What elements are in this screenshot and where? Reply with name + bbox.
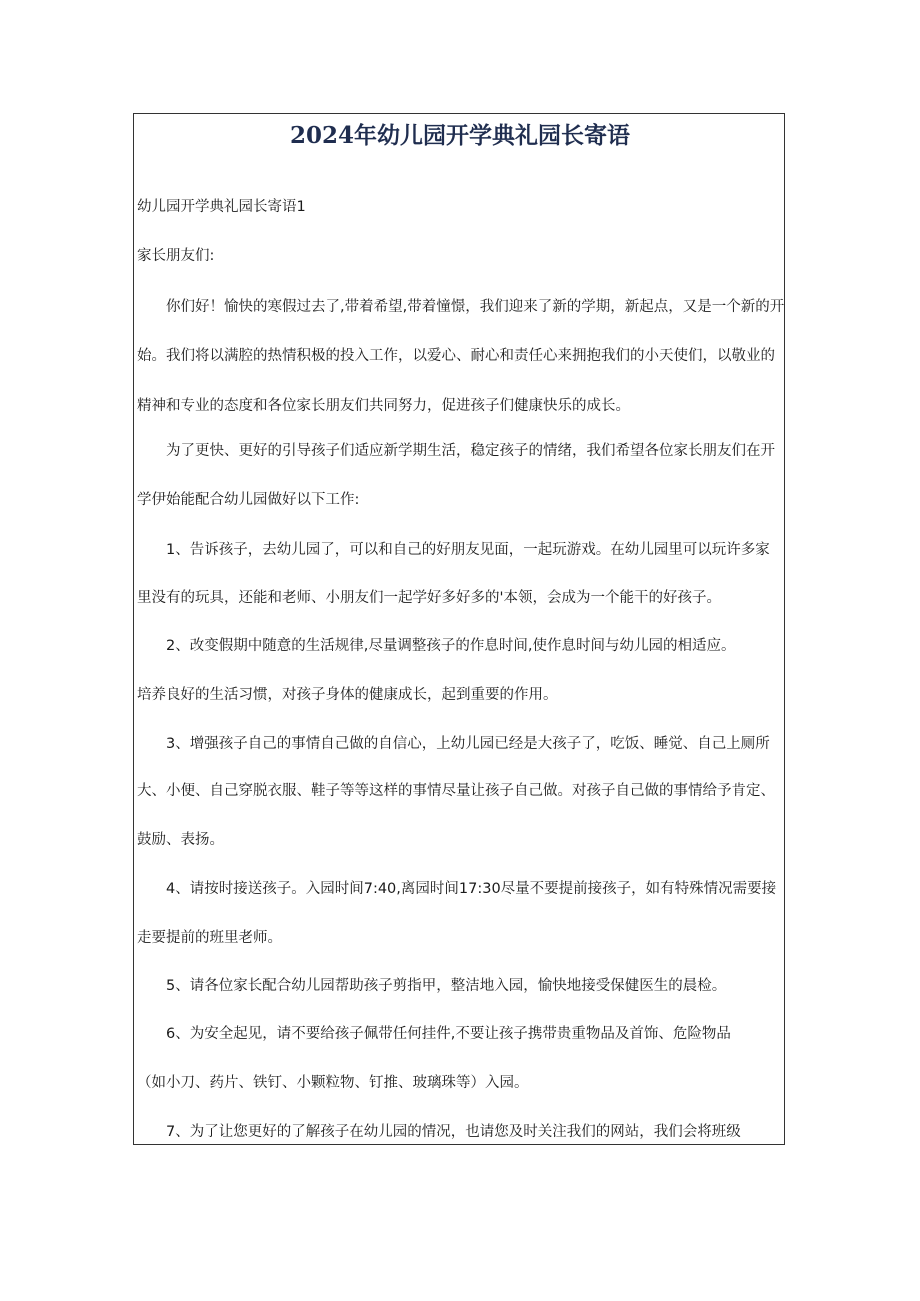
list-item-line: 大、小便、自己穿脱衣服、鞋子等等这样的事情尽量让孩子自己做。对孩子自己做的事情给予肯定、 xyxy=(137,783,775,799)
list-item-line: 2、改变假期中随意的生活规律,尽量调整孩子的作息时间,使作息时间与幼儿园的相适应。 xyxy=(166,638,736,654)
list-item-line: （如小刀、药片、铁钉、小颗粒物、钉推、玻璃珠等）入园。 xyxy=(137,1075,529,1091)
list-item-line: 走要提前的班里老师。 xyxy=(137,930,282,946)
paragraph-line: 精神和专业的态度和各位家长朋友们共同努力，促进孩子们健康快乐的成长。 xyxy=(137,398,630,414)
list-item-line: 3、增强孩子自己的事情自己做的自信心，上幼儿园已经是大孩子了，吃饭、睡觉、自己上厕所 xyxy=(166,736,770,752)
list-item-line: 5、请各位家长配合幼儿园帮助孩子剪指甲，整洁地入园，愉快地接受保健医生的晨检。 xyxy=(166,978,727,994)
document-title: 2024年幼儿园开学典礼园长寄语 xyxy=(289,122,630,149)
list-item-line: 4、请按时接送孩子。入园时间7:40,离园时间17:30尽量不要提前接孩子，如有特殊情况需要接 xyxy=(166,881,777,897)
paragraph-line: 你们好！愉快的寒假过去了,带着希望,带着憧憬，我们迎来了新的学期，新起点，又是一个新的开 xyxy=(166,299,785,315)
paragraph-line: 始。我们将以满腔的热情积极的投入工作，以爱心、耐心和责任心来拥抱我们的小天使们，以敬业的 xyxy=(137,348,775,364)
list-item-line: 1、告诉孩子，去幼儿园了，可以和自己的好朋友见面，一起玩游戏。在幼儿园里可以玩许多家 xyxy=(166,542,770,558)
list-item-line: 培养良好的生活习惯，对孩子身体的健康成长，起到重要的作用。 xyxy=(137,687,558,703)
section-heading: 幼儿园开学典礼园长寄语1 xyxy=(137,199,306,215)
list-item-line: 鼓励、表扬。 xyxy=(137,832,224,848)
list-item-line: 7、为了让您更好的了解孩子在幼儿园的情况，也请您及时关注我们的网站，我们会将班级 xyxy=(166,1124,741,1140)
paragraph-line: 学伊始能配合幼儿园做好以下工作: xyxy=(137,492,360,508)
salutation: 家长朋友们: xyxy=(137,248,215,264)
paragraph-line: 为了更快、更好的引导孩子们适应新学期生活，稳定孩子的情绪，我们希望各位家长朋友们在开 xyxy=(166,443,775,459)
list-item-line: 6、为安全起见，请不要给孩子佩带任何挂件,不要让孩子携带贵重物品及首饰、危险物品 xyxy=(166,1026,731,1042)
list-item-line: 里没有的玩具，还能和老师、小朋友们一起学好多好多的'本领，会成为一个能干的好孩子。 xyxy=(137,590,721,606)
